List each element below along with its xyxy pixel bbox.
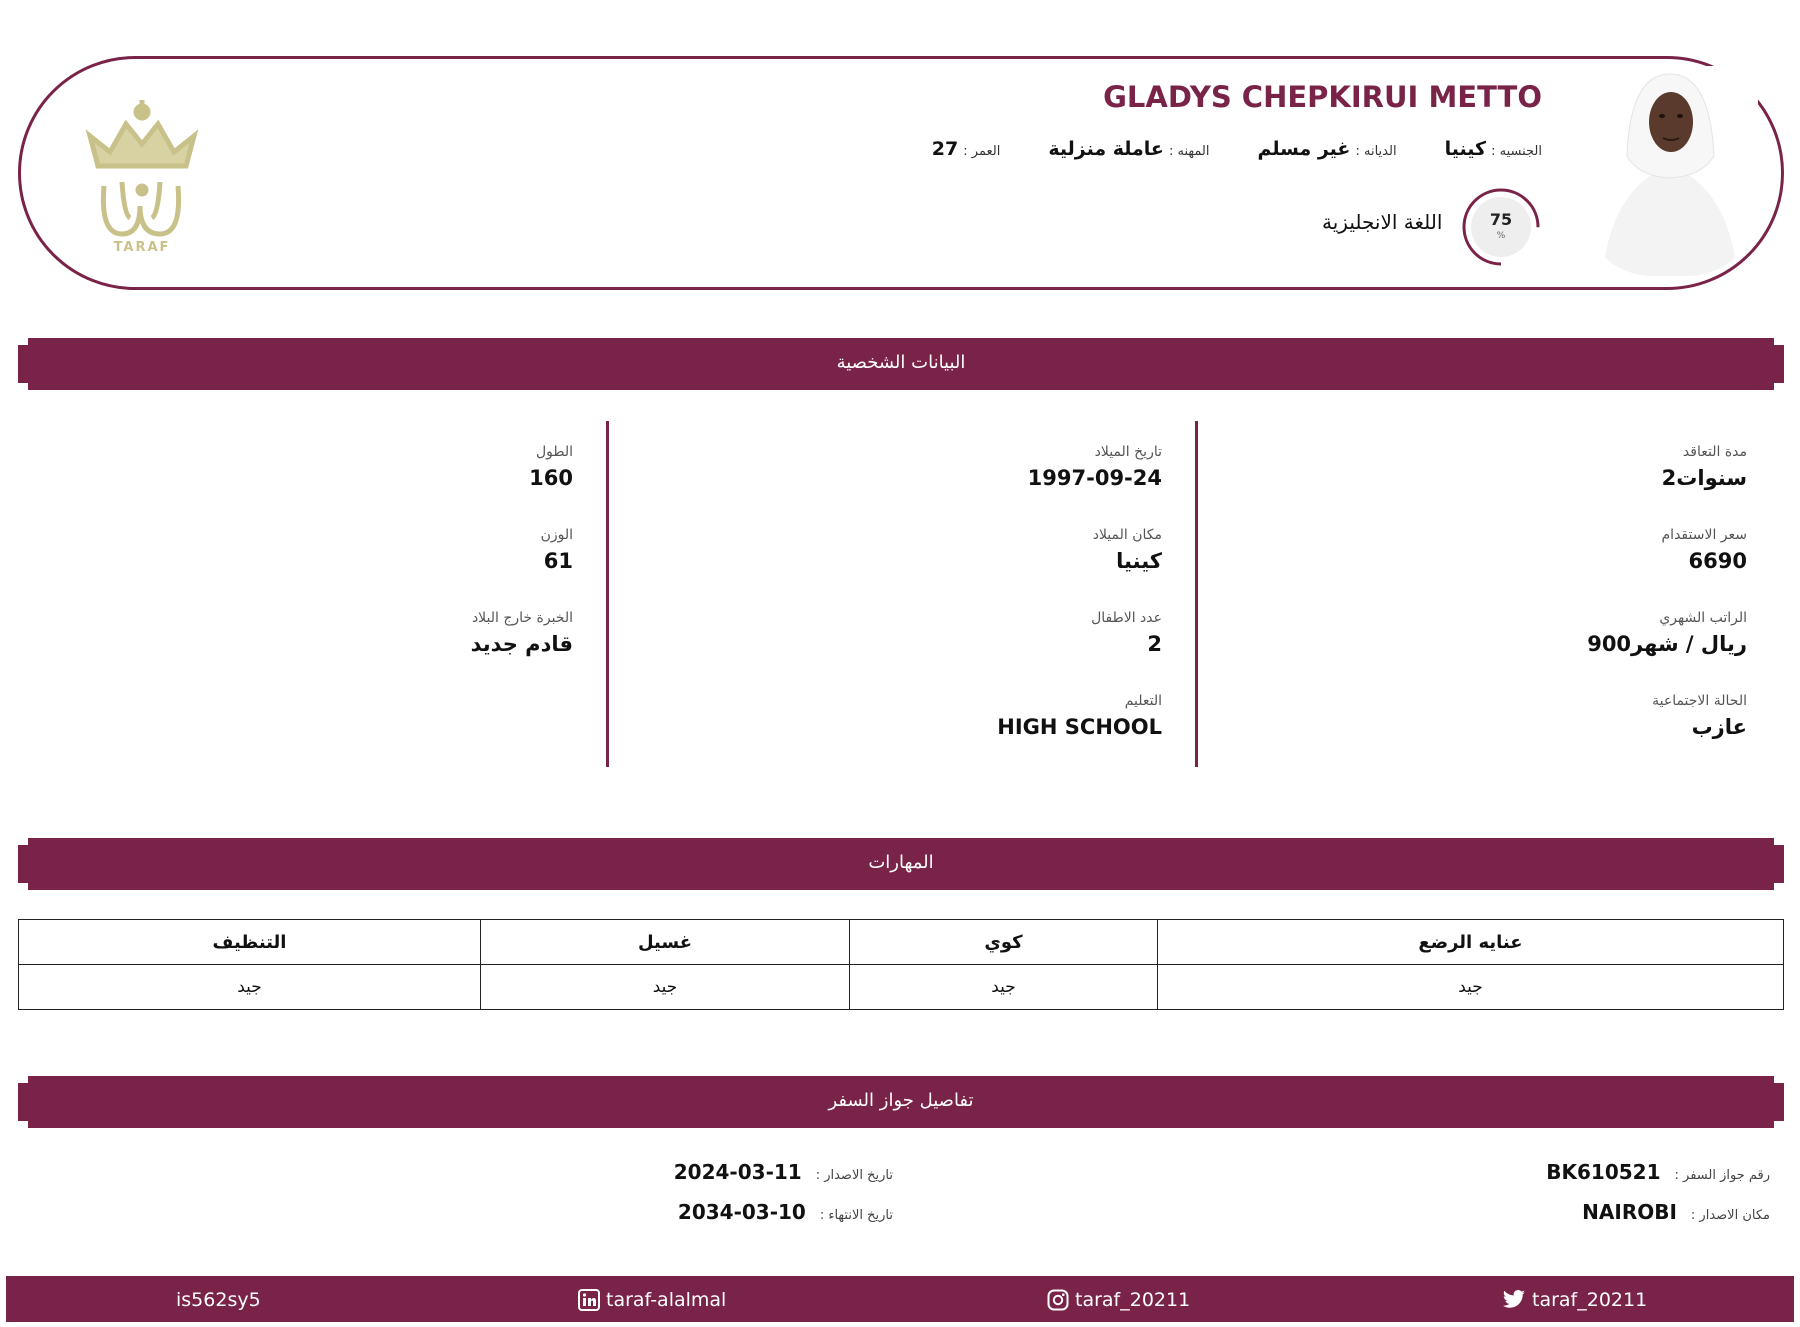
children-value: 2 [1147, 632, 1162, 656]
age-field [932, 138, 1001, 160]
passport-number-label: رقم جواز السفر : [1674, 1168, 1770, 1183]
skill-header: التنظيف [19, 920, 481, 965]
skills-section-title: المهارات [868, 852, 934, 873]
skill-header: غسيل [481, 920, 850, 965]
profession-label: المهنه : [1168, 144, 1210, 159]
twitter-link[interactable] [1502, 1289, 1647, 1311]
height-field [529, 444, 573, 490]
basic-info-row [932, 138, 1542, 160]
skills-value-row [19, 965, 1784, 1010]
instagram-icon [1047, 1289, 1069, 1311]
linkedin-link[interactable] [578, 1289, 726, 1311]
nationality-label: الجنسيه : [1491, 144, 1542, 159]
religion-label: الديانه : [1355, 144, 1397, 159]
skill-level: جيد [19, 965, 481, 1010]
contract-duration-field [1662, 444, 1747, 490]
skill-level: جيد [1158, 965, 1784, 1010]
taraf-logo [82, 94, 202, 258]
weight-field [541, 527, 573, 573]
nationality-value: كينيا [1444, 138, 1487, 160]
children-label: عدد الاطفال [1091, 610, 1162, 626]
religion-field [1257, 138, 1396, 160]
column-divider [606, 421, 609, 767]
passport-number-field [1546, 1160, 1770, 1184]
footer-code [176, 1289, 261, 1311]
skills-header-row [19, 920, 1784, 965]
recruitment-price-label: سعر الاستقدام [1661, 527, 1747, 543]
personal-section-header [18, 338, 1784, 390]
monthly-salary-label: الراتب الشهري [1659, 610, 1747, 626]
expiry-date-value: 2034-03-10 [677, 1200, 806, 1224]
skill-level: جيد [850, 965, 1158, 1010]
monthly-salary-value: 900ريال / شهر [1587, 632, 1747, 656]
monthly-salary-field [1587, 610, 1747, 656]
expiry-date-field [678, 1200, 893, 1224]
birth-date-label: تاريخ الميلاد [1094, 444, 1162, 460]
skill-level: جيد [481, 965, 850, 1010]
experience-field [471, 610, 573, 656]
marital-status-field [1652, 693, 1747, 739]
weight-label: الوزن [540, 527, 573, 543]
contract-duration-value: 2سنوات [1661, 466, 1747, 490]
issue-place-field [1582, 1200, 1770, 1224]
linkedin-handle: taraf-alalmal [606, 1289, 727, 1311]
children-field [1091, 610, 1162, 656]
passport-section-title: تفاصيل جواز السفر [828, 1090, 974, 1111]
education-value: HIGH SCHOOL [997, 715, 1162, 739]
skill-header: عنايه الرضع [1158, 920, 1784, 965]
nationality-field [1445, 138, 1542, 160]
issue-date-value: 2024-03-11 [673, 1160, 802, 1184]
profession-value: عاملة منزلية [1048, 138, 1164, 160]
birth-place-label: مكان الميلاد [1092, 527, 1162, 543]
height-label: الطول [535, 444, 573, 460]
twitter-handle: taraf_20211 [1532, 1289, 1648, 1311]
expiry-date-label: تاريخ الانتهاء : [819, 1208, 893, 1223]
skills-section-header [18, 838, 1784, 890]
issue-date-field [674, 1160, 893, 1184]
twitter-icon [1502, 1290, 1526, 1310]
contract-duration-label: مدة التعاقد [1682, 444, 1747, 460]
birth-date-value: 1997-09-24 [1027, 466, 1162, 490]
experience-value: قادم جديد [470, 632, 573, 656]
education-label: التعليم [1124, 693, 1162, 709]
birth-place-field [1093, 527, 1162, 573]
issue-date-label: تاريخ الاصدار : [815, 1168, 893, 1183]
religion-value: غير مسلم [1257, 138, 1351, 160]
skill-header: كوي [850, 920, 1158, 965]
marital-status-label: الحالة الاجتماعية [1652, 693, 1747, 709]
footer-code-text: is562sy5 [176, 1289, 261, 1311]
recruitment-price-field [1662, 527, 1747, 573]
marital-status-value: عازب [1691, 715, 1747, 739]
age-label: العمر : [963, 144, 1001, 159]
height-value: 160 [529, 466, 573, 490]
language-score: 75 [1489, 210, 1513, 229]
experience-label: الخبرة خارج البلاد [471, 610, 573, 626]
instagram-handle: taraf_20211 [1075, 1289, 1191, 1311]
recruitment-price-value: 6690 [1688, 549, 1747, 573]
issue-place-label: مكان الاصدار : [1690, 1208, 1770, 1223]
profession-field [1048, 138, 1209, 160]
birth-place-value: كينيا [1116, 549, 1162, 573]
passport-section-header [18, 1076, 1784, 1128]
instagram-link[interactable] [1047, 1289, 1190, 1311]
worker-name: GLADYS CHEPKIRUI METTO [1103, 80, 1542, 114]
weight-value: 61 [543, 549, 573, 573]
logo-wordmark: TARAF [113, 240, 171, 255]
birth-date-field [1028, 444, 1162, 490]
skills-table [18, 919, 1784, 1010]
education-field [997, 693, 1162, 739]
issue-place-value: NAIROBI [1582, 1200, 1677, 1224]
worker-photo [1582, 66, 1758, 276]
language-percent-sign: % [1496, 231, 1506, 241]
personal-section-title: البيانات الشخصية [836, 352, 966, 373]
passport-number-value: BK610521 [1546, 1160, 1661, 1184]
column-divider [1195, 421, 1198, 767]
age-value: 27 [931, 138, 959, 160]
language-label: اللغة الانجليزية [1322, 210, 1443, 234]
linkedin-icon [578, 1289, 600, 1311]
footer-bar [6, 1276, 1794, 1322]
